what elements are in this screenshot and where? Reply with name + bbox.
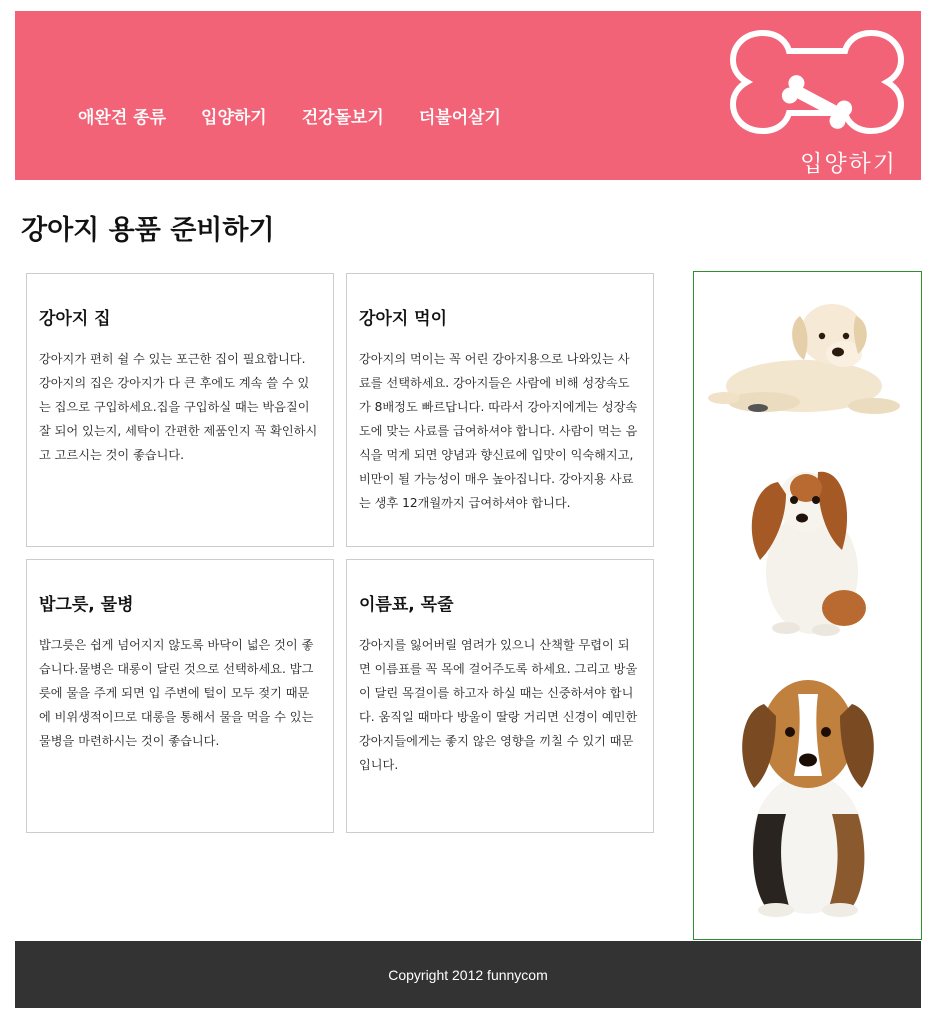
card-bowl-bottle — [26, 559, 334, 833]
card-dog-food — [346, 273, 654, 547]
beagle-puppy-image — [694, 664, 921, 924]
card-title: 강아지 집 — [39, 309, 111, 329]
card-title: 강아지 먹이 — [359, 309, 448, 329]
site-footer — [15, 941, 921, 1008]
card-nametag-leash — [346, 559, 654, 833]
card-text: 강아지를 잃어버릴 염려가 있으니 산책할 무렵이 되면 이름표를 꼭 목에 걸어주도록 하세요. 그리고 방울이 달린 목걸이를 하고자 하실 때는 신중하셔야 합니다. 움직일 때마다 방울이 딸랑 거리면 신경이 예민한 강아지들에게는 좋지 않은 영향을 끼칠 수 있기 때문입니다. — [359, 638, 638, 772]
card-title: 밥그릇, 물병 — [39, 595, 134, 615]
copyright-text: Copyright 2012 funnycom — [388, 966, 548, 983]
nav-item-adoption[interactable]: 입양하기 — [201, 108, 267, 128]
bone-icon[interactable] — [729, 27, 905, 137]
puppy-sidebar — [693, 271, 922, 940]
labrador-puppy-image — [694, 294, 921, 424]
page-title: 강아지 용품 준비하기 — [21, 215, 275, 246]
card-title: 이름표, 목줄 — [359, 595, 454, 615]
card-dog-house — [26, 273, 334, 547]
logo-text[interactable]: 입양하기 — [800, 151, 897, 177]
nav-item-health[interactable]: 건강돌보기 — [301, 108, 384, 128]
card-text: 강아지의 먹이는 꼭 어린 강아지용으로 나와있는 사료를 선택하세요. 강아지들은 사람에 비해 성장속도가 8배정도 빠르답니다. 따라서 강아지에게는 성장속도에 맞는 사료를 급여하셔야 합니다. 사람이 먹는 음식을 먹게 되면 양념과 향신료에 입맛이 익숙해지고, 비만이 될 가능성이 매우 높아집니다. 강아지용 사료는 생후 12개월까지 급여하셔야 합니다. — [359, 352, 638, 510]
card-text: 밥그릇은 쉽게 넘어지지 않도록 바닥이 넓은 것이 좋습니다.물병은 대롱이 달린 것으로 선택하세요. 밥그릇에 물을 주게 되면 입 주변에 털이 모두 젖기 때문에 비위생적이므로 대롱을 통해서 물을 먹을 수 있는 물병을 마련하시는 것이 좋습니다. — [39, 638, 314, 748]
card-text: 강아지가 편히 쉴 수 있는 포근한 집이 필요합니다. 강아지의 집은 강아지가 다 큰 후에도 계속 쓸 수 있는 집으로 구입하세요.집을 구입하실 때는 박음질이 잘 되어 있는지, 세탁이 간편한 제품인지 꼭 확인하시고 고르시는 것이 좋습니다. — [39, 352, 318, 462]
nav-item-breeds[interactable]: 애완견 종류 — [78, 108, 167, 128]
nav-item-together[interactable]: 더불어살기 — [418, 108, 501, 128]
site-header — [15, 11, 921, 180]
cavalier-puppy-image — [694, 442, 921, 642]
main-nav — [78, 103, 536, 128]
